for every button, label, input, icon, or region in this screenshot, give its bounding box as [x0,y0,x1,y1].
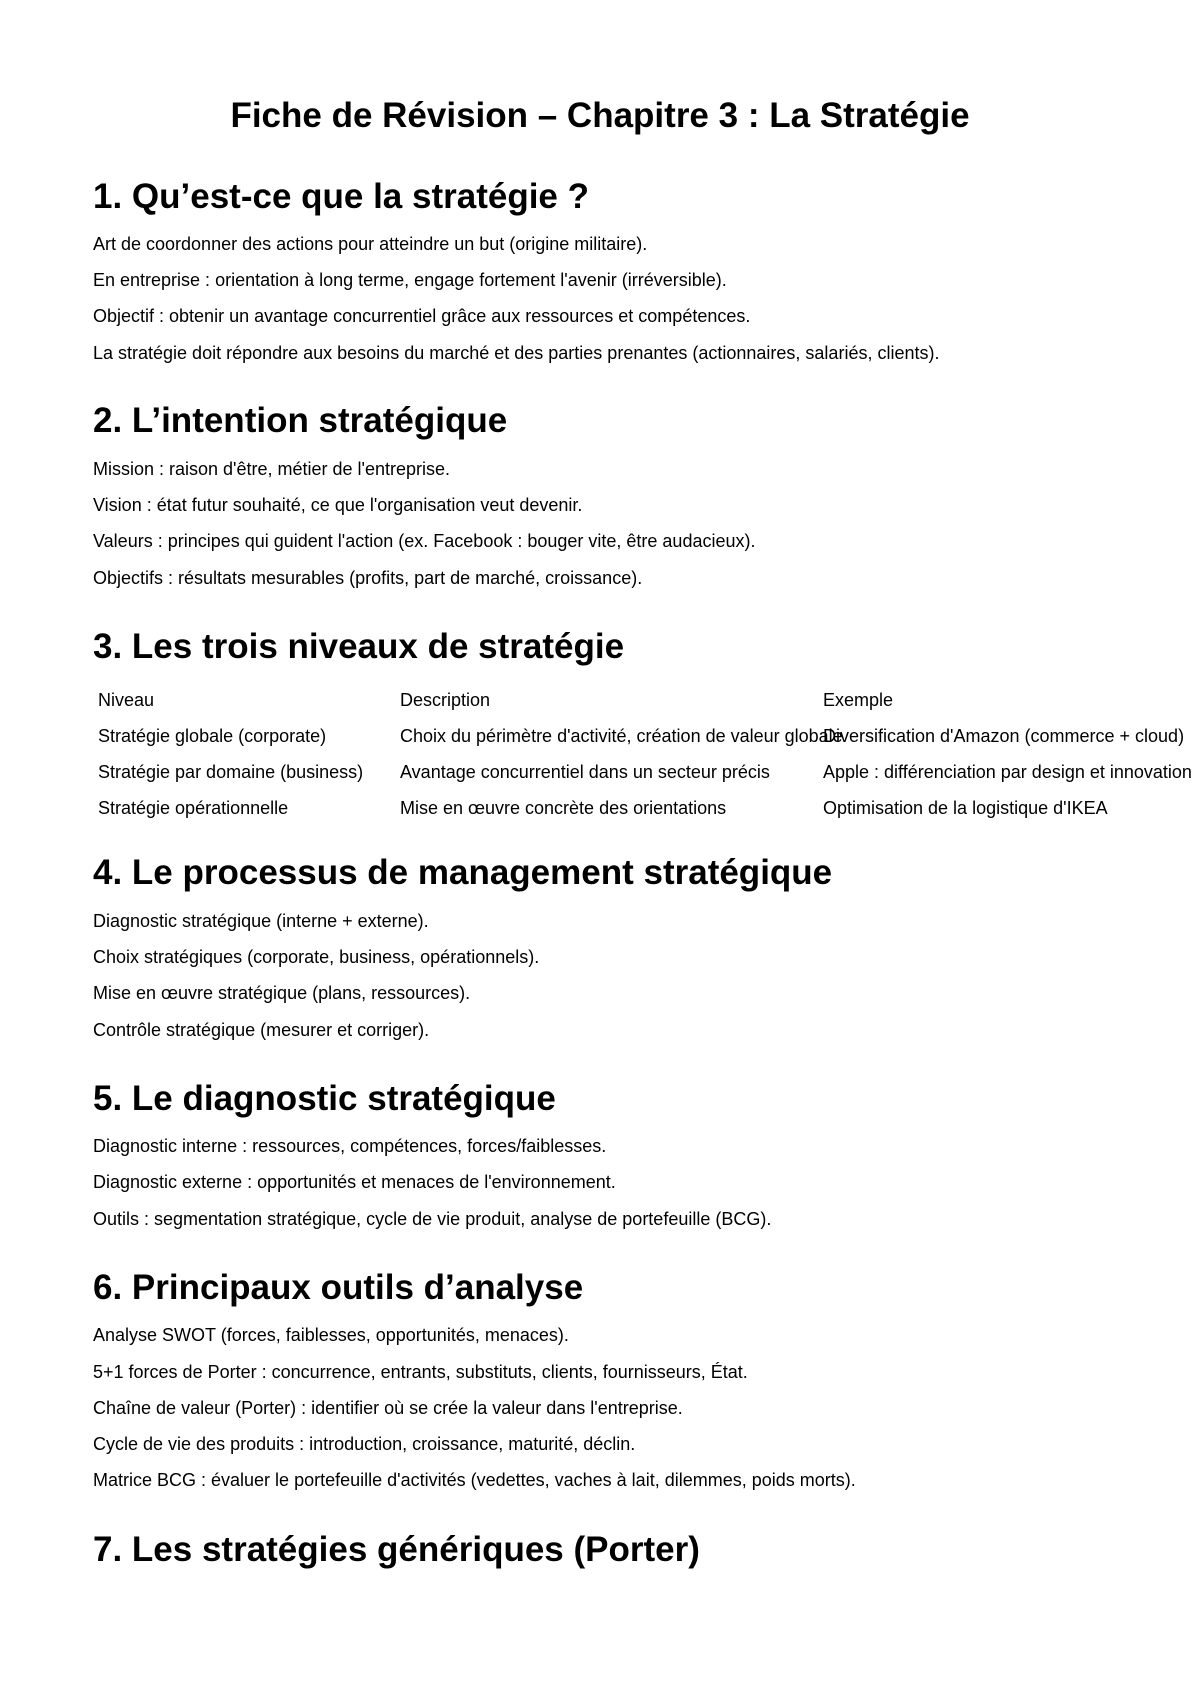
section-2-heading: 2. L’intention stratégique [93,401,508,440]
section-4-line: Diagnostic stratégique (interne + externe). [93,911,429,931]
section-5-line: Outils : segmentation stratégique, cycle de vie produit, analyse de portefeuille (BCG). [93,1209,772,1229]
section-7-heading: 7. Les stratégies génériques (Porter) [93,1530,700,1569]
section-2-line: Valeurs : principes qui guident l'action (ex. Facebook : bouger vite, être audacieux). [93,531,756,551]
section-1-line: En entreprise : orientation à long terme, engage fortement l'avenir (irréversible). [93,270,727,290]
section-2-line: Objectifs : résultats mesurables (profits, part de marché, croissance). [93,568,643,588]
section-6-line: Analyse SWOT (forces, faiblesses, opportunités, menaces). [93,1325,569,1345]
table-cell: Stratégie par domaine (business) [98,762,364,782]
table-cell: Apple : différenciation par design et innovation [823,762,1192,782]
table-cell: Choix du périmètre d'activité, création de valeur globale [400,726,843,746]
section-1-line: Art de coordonner des actions pour atteindre un but (origine militaire). [93,234,648,254]
section-4-line: Mise en œuvre stratégique (plans, ressources). [93,983,471,1003]
section-1-line: La stratégie doit répondre aux besoins du marché et des parties prenantes (actionnaires, salariés, clients). [93,343,940,363]
section-5-line: Diagnostic interne : ressources, compétences, forces/faiblesses. [93,1136,607,1156]
page-title: Fiche de Révision – Chapitre 3 : La Stratégie [230,96,970,135]
section-6-line: Chaîne de valeur (Porter) : identifier où se crée la valeur dans l'entreprise. [93,1398,683,1418]
table-cell: Mise en œuvre concrète des orientations [400,798,727,818]
section-4-line: Contrôle stratégique (mesurer et corriger). [93,1020,430,1040]
section-6-heading: 6. Principaux outils d’analyse [93,1268,584,1307]
section-6-line: 5+1 forces de Porter : concurrence, entrants, substituts, clients, fournisseurs, État. [93,1362,748,1382]
table-cell: Optimisation de la logistique d'IKEA [823,798,1108,818]
table-cell: Diversification d'Amazon (commerce + cloud) [823,726,1185,746]
table-cell: Stratégie globale (corporate) [98,726,327,746]
section-4-line: Choix stratégiques (corporate, business, opérationnels). [93,947,540,967]
section-2-line: Vision : état futur souhaité, ce que l'organisation veut devenir. [93,495,583,515]
section-2-line: Mission : raison d'être, métier de l'entreprise. [93,459,451,479]
section-6-line: Cycle de vie des produits : introduction, croissance, maturité, déclin. [93,1434,636,1454]
table-header-niveau: Niveau [98,690,155,710]
section-5-heading: 5. Le diagnostic stratégique [93,1079,556,1118]
table-cell: Stratégie opérationnelle [98,798,289,818]
section-4-heading: 4. Le processus de management stratégique [93,853,833,892]
table-header-exemple: Exemple [823,690,894,710]
table-cell: Avantage concurrentiel dans un secteur précis [400,762,770,782]
section-1-line: Objectif : obtenir un avantage concurrentiel grâce aux ressources et compétences. [93,306,751,326]
table-header-description: Description [400,690,491,710]
section-5-line: Diagnostic externe : opportunités et menaces de l'environnement. [93,1172,616,1192]
section-6-line: Matrice BCG : évaluer le portefeuille d'activités (vedettes, vaches à lait, dilemmes, poids morts). [93,1470,856,1490]
section-1-heading: 1. Qu’est-ce que la stratégie ? [93,177,589,216]
section-3-heading: 3. Les trois niveaux de stratégie [93,627,625,666]
